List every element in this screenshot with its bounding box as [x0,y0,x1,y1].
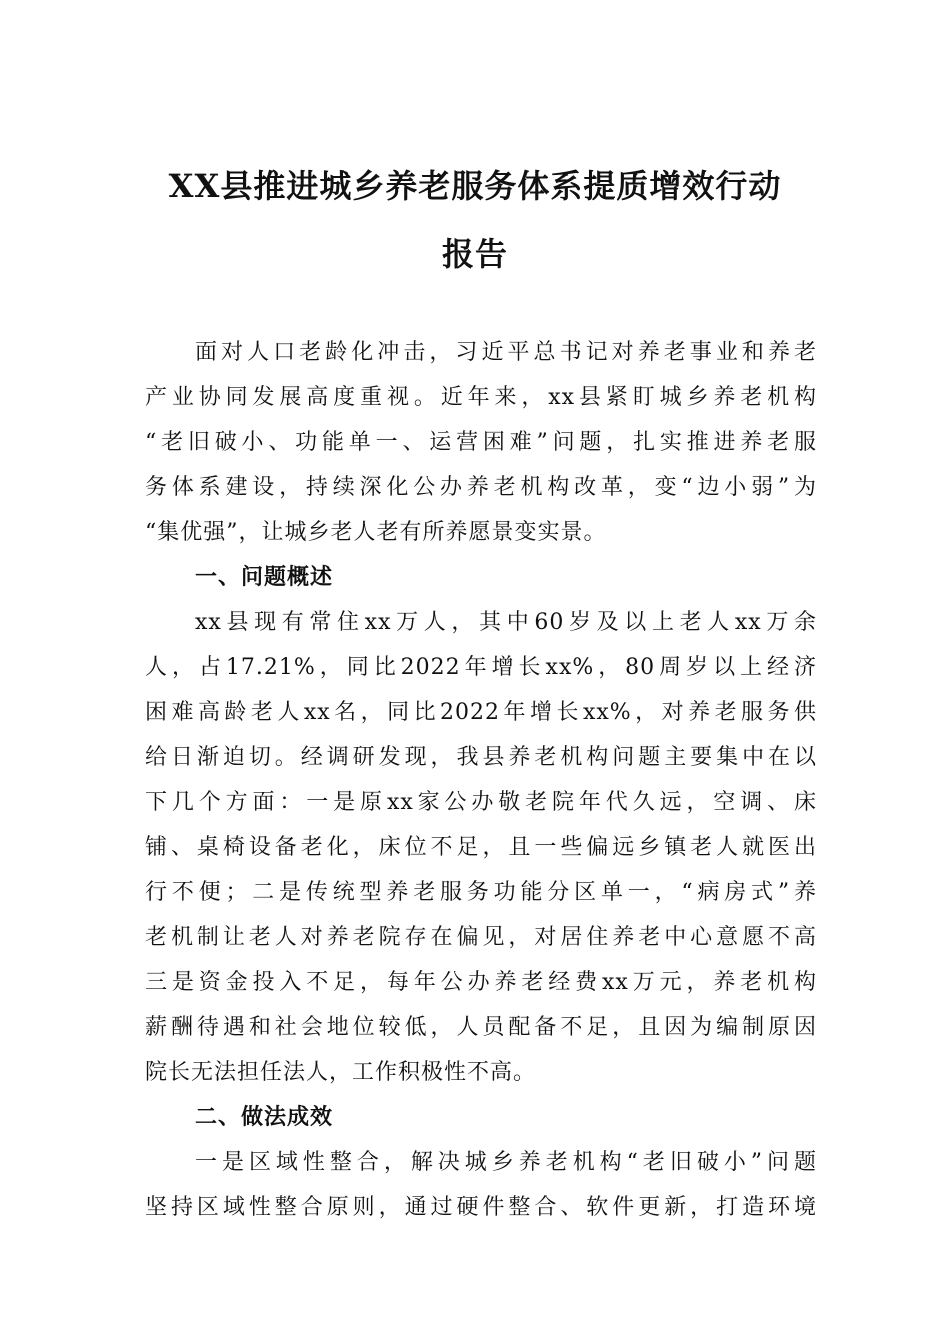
practices-paragraph [145,1140,817,1230]
text-line: “集优强”，让城乡老人老有所养愿景变实景。 [145,520,607,545]
text-line: 坚持区域性整合原则，通过硬件整合、软件更新，打造环境 [145,1195,817,1220]
text-line: 老机制让老人对养老院存在偏见，对居住养老中心意愿不高 [145,925,817,950]
section-heading-practices: 二、做法成效 [195,1105,334,1130]
document-title-line-1: XX县推进城乡养老服务体系提质增效行动 [168,167,782,205]
intro-paragraph [145,330,817,555]
text-line: 产业协同发展高度重视。近年来，xx县紧盯城乡养老机构 [145,385,817,410]
problems-paragraph [145,600,817,1095]
text-line: “老旧破小、功能单一、运营困难”问题，扎实推进养老服 [145,430,817,455]
text-line: 薪酬待遇和社会地位较低，人员配备不足，且因为编制原因 [145,1015,817,1040]
text-line: 给日渐迫切。经调研发现，我县养老机构问题主要集中在以 [145,745,817,770]
text-line: 铺、桌椅设备老化，床位不足，且一些偏远乡镇老人就医出 [145,835,817,860]
text-line: 行不便；二是传统型养老服务功能分区单一，“病房式”养 [145,880,817,905]
text-line: 下几个方面：一是原xx家公办敬老院年代久远，空调、床 [145,790,817,815]
text-line: 务体系建设，持续深化公办养老机构改革，变“边小弱”为 [145,475,817,500]
text-line: 三是资金投入不足，每年公办养老经费xx万元，养老机构 [145,970,817,995]
document-title-line-2: 报告 [441,235,508,273]
text-line: 一是区域性整合，解决城乡养老机构“老旧破小”问题 [195,1150,817,1175]
text-line: 困难高龄老人xx名，同比2022年增长xx%，对养老服务供 [145,700,817,725]
text-line: 面对人口老龄化冲击，习近平总书记对养老事业和养老 [195,340,817,365]
text-line: xx县现有常住xx万人，其中60岁及以上老人xx万余 [195,610,817,635]
text-line: 院长无法担任法人，工作积极性不高。 [145,1060,537,1085]
text-line: 人，占17.21%，同比2022年增长xx%，80周岁以上经济 [145,655,817,680]
document-body [145,330,817,1230]
section-heading-problems: 一、问题概述 [195,565,334,590]
